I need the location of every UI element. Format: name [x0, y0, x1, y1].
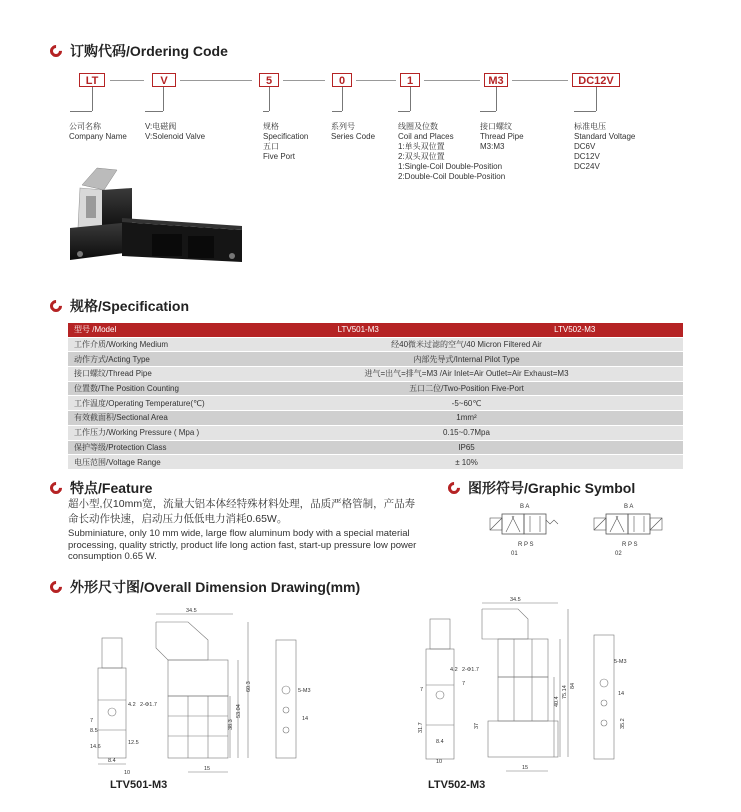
- dim-label: 34.5: [186, 608, 197, 614]
- code-box-lt: LT: [79, 73, 105, 87]
- leader-line: [496, 87, 497, 111]
- graphic-symbol-01: B A R P S 01: [484, 502, 564, 562]
- table-row: [68, 411, 683, 426]
- table-row: [68, 455, 683, 470]
- dim-label: 8.4: [108, 758, 116, 764]
- table-cell-label: 保护等级/Protection Class: [68, 440, 250, 455]
- dim-label: 37: [474, 722, 480, 729]
- dim-label: 84: [570, 682, 576, 689]
- table-header-cell: LTV501-M3: [250, 323, 466, 337]
- dim-label: 38.3: [228, 719, 234, 730]
- dim-label: 10: [436, 759, 443, 765]
- label-coil: 线圈及位数 Coil and Places 1:单头双位置 2:双头双位置 1:Single-Coil Double-Position 2:Double-Coil Double-Position: [398, 122, 506, 181]
- dim-label: 40.4: [554, 696, 560, 707]
- section-bullet-icon: [48, 579, 65, 596]
- feature-text-en: Subminiature, only 10 mm wide, large flow aluminum body with a special material processing, quality strictly, product life long action fast, start-up pressure low power consumption 0.65 W.: [68, 528, 417, 562]
- dim-label: 10: [124, 770, 131, 776]
- code-dash: [180, 80, 252, 81]
- code-box-dc12v: DC12V: [572, 73, 620, 87]
- dim-label: 75.14: [562, 685, 568, 699]
- table-cell-value: 1mm²: [250, 411, 683, 426]
- solenoid-valve-image: [62, 160, 252, 280]
- table-row: [68, 425, 683, 440]
- valve-symbol-icon: [588, 510, 668, 540]
- leader-line: [163, 87, 164, 111]
- section-bullet-icon: [48, 43, 65, 60]
- table-row: [68, 367, 683, 382]
- table-cell-label: 工作介质/Working Medium: [68, 337, 250, 352]
- specification-title: 规格/Specification: [50, 296, 189, 316]
- ordering-code-title: 订购代码/Ordering Code: [50, 41, 228, 61]
- table-cell-label: 工作温度/Operating Temperature(℃): [68, 396, 250, 411]
- code-box-m3: M3: [484, 73, 508, 87]
- code-box-1: 1: [400, 73, 420, 87]
- specification-table: [68, 323, 683, 470]
- dim-label: 8.5: [90, 728, 98, 734]
- dim-label: 15: [204, 766, 211, 772]
- leader-line: [342, 87, 343, 111]
- leader-line: [596, 87, 597, 111]
- dim-label: 14.6: [90, 744, 101, 750]
- code-dash: [512, 80, 568, 81]
- dim-label: 34.5: [510, 597, 521, 603]
- dim-label: 5-M3: [614, 659, 627, 665]
- dim-label: 8.4: [436, 739, 444, 745]
- dim-label: 7: [90, 718, 94, 724]
- table-row: [68, 337, 683, 352]
- code-dash: [356, 80, 396, 81]
- dim-label: 5-M3: [298, 688, 311, 694]
- dim-label: 12.5: [128, 740, 139, 746]
- table-row: [68, 381, 683, 396]
- table-cell-value: 0.15~0.7Mpa: [250, 425, 683, 440]
- label-valve: V:电磁阀 V:Solenoid Valve: [145, 122, 206, 141]
- feature-text-cn: 超小型,仅10mm宽，流量大铝本体经特殊材料处理，品质严格管制，产品寿命长动作快速，启动压力低低电力消耗0.65W。: [68, 498, 416, 525]
- valve-symbol-icon: [484, 510, 564, 540]
- table-cell-value: 内部先导式/Internal Pilot Type: [250, 352, 683, 367]
- table-header-cell: 型号 /Model: [68, 323, 250, 337]
- table-header-row: [68, 323, 683, 337]
- drawing-ltv501: [88, 600, 328, 780]
- dim-label: 7: [462, 681, 466, 687]
- dim-label: 15: [522, 765, 529, 771]
- leader-line: [269, 87, 270, 111]
- code-dash: [424, 80, 480, 81]
- dim-label: 2-Φ1.7: [140, 702, 157, 708]
- dim-label: 2-Φ1.7: [462, 667, 479, 673]
- feature-title: 特点/Feature: [50, 478, 152, 498]
- dim-label: 35.2: [620, 718, 626, 729]
- leader-line: [92, 87, 93, 111]
- leader-line: [410, 87, 411, 111]
- label-spec: 规格 Specification 五口 Five Port: [263, 122, 309, 161]
- table-cell-label: 接口螺纹/Thread Pipe: [68, 367, 250, 382]
- leader-line: [263, 111, 269, 112]
- leader-line: [480, 111, 496, 112]
- code-box-5: 5: [259, 73, 279, 87]
- table-cell-label: 工作压力/Working Pressure ( Mpa ): [68, 425, 250, 440]
- table-cell-value: -5~60℃: [250, 396, 683, 411]
- code-box-0: 0: [332, 73, 352, 87]
- section-bullet-icon: [48, 480, 65, 497]
- drawing-label-ltv502: LTV502-M3: [428, 779, 486, 791]
- leader-line: [332, 111, 342, 112]
- label-company: 公司名称 Company Name: [69, 122, 127, 141]
- dim-label: 4.2: [128, 702, 136, 708]
- table-cell-value: ± 10%: [250, 455, 683, 470]
- leader-line: [398, 111, 410, 112]
- table-row: [68, 440, 683, 455]
- dim-label: 14: [618, 691, 625, 697]
- section-bullet-icon: [446, 480, 463, 497]
- drawing-ltv502: [418, 595, 658, 780]
- table-cell-value: 进气=出气=排气=M3 /Air Inlet=Air Outlet=Air Exhaust=M3: [250, 367, 683, 382]
- graphic-symbol-title: 图形符号/Graphic Symbol: [448, 478, 635, 498]
- table-cell-value: 五口二位/Two-Position Five-Port: [250, 381, 683, 396]
- dim-label: 53.04: [236, 704, 242, 718]
- label-voltage: 标准电压 Standard Voltage DC6V DC12V DC24V: [574, 122, 636, 171]
- leader-line: [574, 111, 596, 112]
- table-cell-label: 位置数/The Position Counting: [68, 381, 250, 396]
- label-series: 系列号 Series Code: [331, 122, 376, 141]
- drawing-label-ltv501: LTV501-M3: [110, 779, 168, 791]
- table-cell-value: IP65: [250, 440, 683, 455]
- table-row: [68, 396, 683, 411]
- table-row: [68, 352, 683, 367]
- section-bullet-icon: [48, 298, 65, 315]
- dim-label: 31.7: [418, 722, 424, 733]
- table-header-cell: LTV502-M3: [466, 323, 683, 337]
- dim-label: 14: [302, 716, 309, 722]
- label-thread: 接口螺纹 Thread Pipe M3:M3: [480, 122, 524, 151]
- table-cell-label: 有效截面积/Sectional Area: [68, 411, 250, 426]
- code-box-v: V: [152, 73, 176, 87]
- leader-line: [145, 111, 163, 112]
- code-dash: [110, 80, 144, 81]
- table-cell-label: 动作方式/Acting Type: [68, 352, 250, 367]
- dim-label: 4.2: [450, 667, 458, 673]
- table-cell-value: 经40微米过滤的空气/40 Micron Filtered Air: [250, 337, 683, 352]
- dimension-drawing-title: 外形尺寸图/Overall Dimension Drawing(mm): [50, 577, 360, 597]
- dim-label: 7: [420, 687, 424, 693]
- dim-label: 60.3: [246, 681, 252, 692]
- table-cell-label: 电压范围/Voltage Range: [68, 455, 250, 470]
- graphic-symbol-02: B A R P S 02: [588, 502, 668, 562]
- code-dash: [283, 80, 325, 81]
- leader-line: [70, 111, 92, 112]
